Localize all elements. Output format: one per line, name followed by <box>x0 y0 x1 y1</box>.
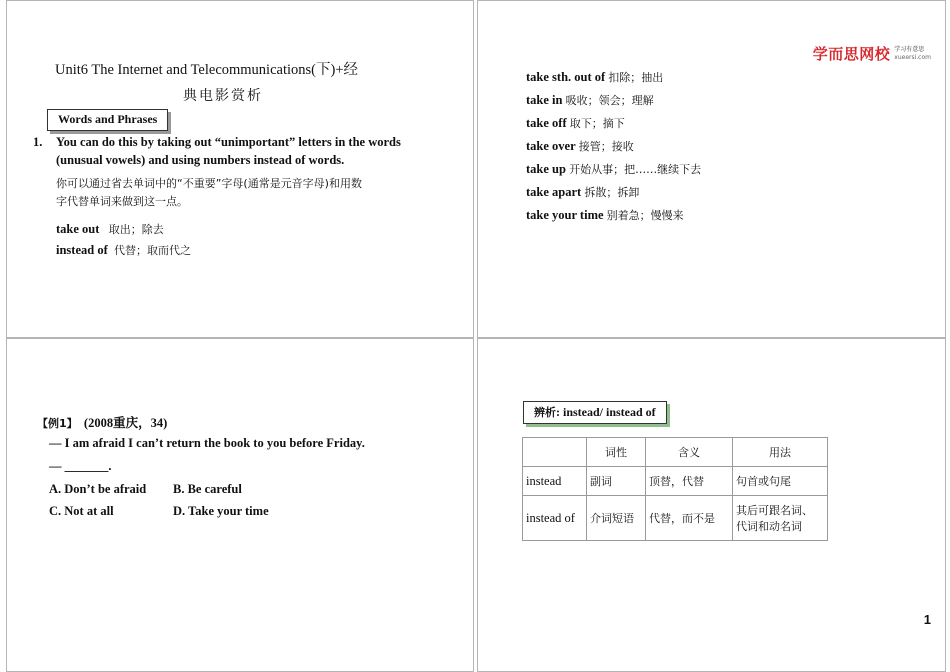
example-label: 【例1】 <box>37 417 78 430</box>
table-cell-word: instead <box>523 467 587 496</box>
logo-text: 学而思网校 <box>812 45 891 63</box>
phrase-term: take out <box>56 222 100 236</box>
option-a: A. Don’t be afraid <box>49 482 147 496</box>
table-cell-meaning: 代替，而不是 <box>646 496 733 541</box>
phrase-term: take apart <box>526 185 582 199</box>
comparison-label <box>523 401 667 424</box>
phrase-term: instead of <box>56 243 108 257</box>
sentence-cn-line1: 你可以通过省去单词中的“不重要”字母(通常是元音字母)和用数 <box>56 177 362 190</box>
phrase-meaning: 扣除；抽出 <box>608 71 664 84</box>
comparison-label-en: : instead/ instead of <box>556 405 656 419</box>
phrase-meaning: 接管；接收 <box>578 140 634 153</box>
slide-1 <box>6 0 474 338</box>
phrase-term: take up <box>526 162 566 176</box>
slide-2 <box>477 0 946 338</box>
table-header-cell <box>523 438 587 467</box>
dialogue-line1: — I am afraid I can’t return the book to you before Friday. <box>49 436 365 450</box>
usage-line: 句首或句尾 <box>736 475 791 488</box>
sentence-en-line2: (unusual vowels) and using numbers instead of words. <box>56 153 345 167</box>
phrase-item <box>526 115 625 131</box>
brand-logo <box>813 43 931 64</box>
sentence-cn-line2: 字代替单词来做到这一点。 <box>56 195 188 208</box>
phrase-item <box>526 69 663 85</box>
item-number: 1. <box>33 135 43 149</box>
slide-4 <box>477 338 946 672</box>
phrase-term: take sth. out of <box>526 70 606 84</box>
usage-line: 代词和动名词 <box>736 520 802 533</box>
phrase-item <box>526 138 634 154</box>
example-source: (2008重庆，34) <box>83 416 168 430</box>
table-cell-usage <box>733 496 828 541</box>
sentence-en-line1: You can do this by taking out “unimportant” letters in the words <box>56 135 401 149</box>
phrase-item <box>526 207 684 223</box>
option-c: C. Not at all <box>49 504 114 518</box>
usage-line: 其后可跟名词、 <box>736 504 813 517</box>
option-d: D. Take your time <box>173 504 269 518</box>
phrase-meaning: 别着急；慢慢来 <box>606 209 684 222</box>
phrase-meaning: 代替；取而代之 <box>114 244 191 257</box>
option-b: B. Be careful <box>173 482 242 496</box>
phrase-meaning: 开始从事；把……继续下去 <box>569 163 702 176</box>
logo-subtext <box>894 46 931 62</box>
comparison-label-cn: 辨析 <box>534 406 556 419</box>
table-header-cell: 含义 <box>646 438 733 467</box>
logo-url: xueersi.com <box>894 53 931 61</box>
phrase-meaning: 拆散；拆卸 <box>584 186 640 199</box>
table-header-cell: 词性 <box>587 438 646 467</box>
phrase-item <box>526 184 639 200</box>
phrase-item <box>56 221 164 237</box>
phrase-item <box>526 161 701 177</box>
logo-slogan: 学习有意思 <box>894 45 925 53</box>
table-cell-pos: 介词短语 <box>587 496 646 541</box>
table-cell-word: instead of <box>523 496 587 541</box>
phrase-term: take in <box>526 93 563 107</box>
table-row <box>523 467 828 496</box>
slide-title-line1: Unit6 The Internet and Telecommunications(下)+经 <box>55 62 358 78</box>
table-row <box>523 496 828 541</box>
table-header-row <box>523 438 828 467</box>
table-cell-pos: 副词 <box>587 467 646 496</box>
table-header-cell: 用法 <box>733 438 828 467</box>
words-and-phrases-label: Words and Phrases <box>47 109 168 131</box>
table-cell-usage <box>733 467 828 496</box>
example-header <box>37 413 167 431</box>
page-number: 1 <box>923 612 931 627</box>
phrase-term: take over <box>526 139 576 153</box>
phrase-meaning: 取下；摘下 <box>569 117 625 130</box>
dialogue-line2: — _______. <box>49 459 112 473</box>
phrase-term: take your time <box>526 208 604 222</box>
slide-3 <box>6 338 474 672</box>
phrase-meaning: 吸收；领会；理解 <box>565 94 654 107</box>
comparison-table <box>522 437 828 541</box>
phrase-term: take off <box>526 116 567 130</box>
phrase-item <box>526 92 654 108</box>
phrase-meaning: 取出；除去 <box>108 223 164 236</box>
phrase-item <box>56 242 191 258</box>
table-cell-meaning: 顶替，代替 <box>646 467 733 496</box>
slide-title-line2: 典电影赏析 <box>183 88 263 104</box>
